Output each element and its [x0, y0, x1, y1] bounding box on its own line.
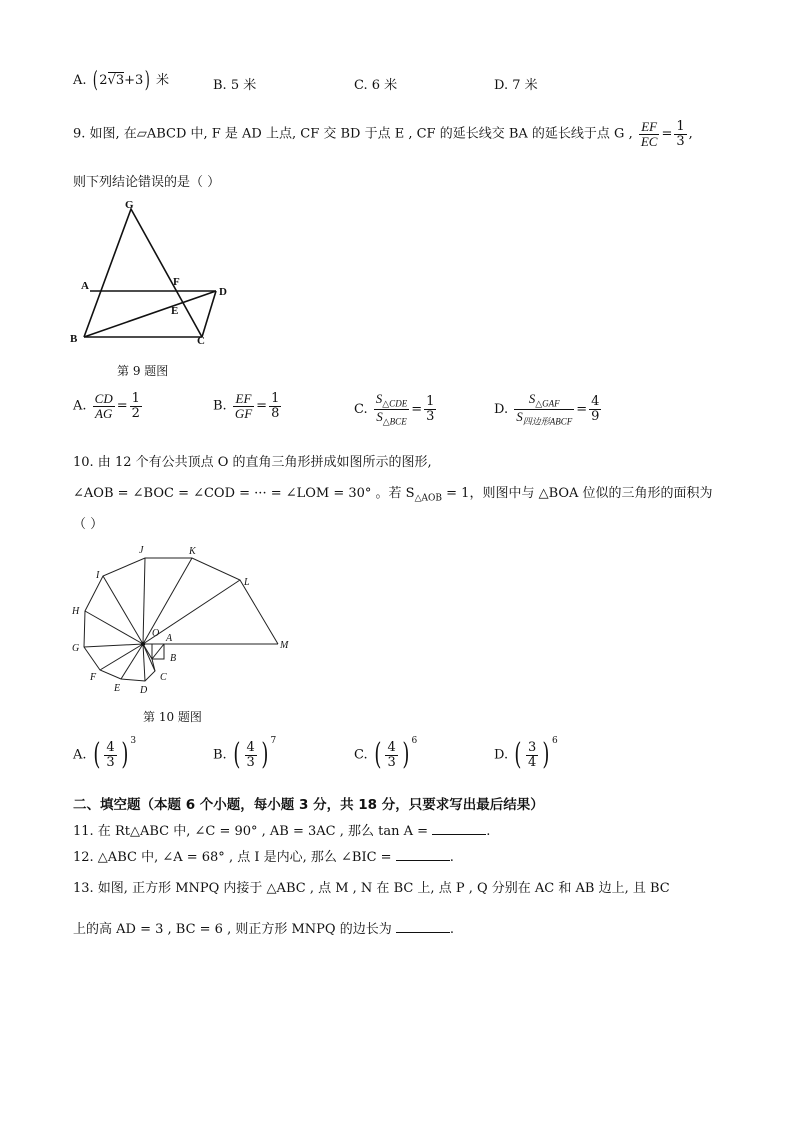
denominator: 9 — [591, 409, 600, 425]
label-j: J — [139, 545, 144, 556]
denominator: 2 — [131, 405, 140, 421]
q12-text: 12. △ABC 中, ∠A = 68° , 点 I 是内心, 那么 ∠BIC = — [73, 850, 392, 865]
exponent: 6 — [411, 736, 418, 746]
denominator: 3 — [246, 754, 255, 770]
q9-stem-line1 — [73, 120, 693, 148]
sqrt: √3 — [107, 73, 125, 88]
q8-option-d: D. 7 米 — [494, 78, 538, 93]
q10-stem-line2 — [73, 482, 713, 504]
numerator: 1 — [131, 391, 140, 406]
q10-option-d: D. ( $\frac{3}{4}$ ) 6 — [494, 736, 558, 772]
label-o: O — [152, 628, 160, 639]
s-symbol: S — [375, 391, 383, 406]
q10-option-b: B. ( $\frac{4}{3}$ ) 7 — [213, 736, 277, 772]
label-e: E — [114, 683, 121, 694]
point-o — [141, 642, 145, 646]
label-f: F — [173, 276, 180, 288]
spoke-oi — [103, 576, 143, 644]
label-b: B — [70, 333, 78, 345]
period: . — [449, 922, 454, 937]
period: . — [486, 824, 491, 839]
q13-line2 — [73, 918, 454, 937]
spoke-og — [84, 644, 143, 647]
option-letter: A. — [73, 747, 87, 763]
q9-option-c: C. $\frac{S_{\triangle CDE}}{S_{\triangle BCE}}$ = $\frac{1}{3}$ — [354, 391, 435, 427]
option-letter: D. — [494, 747, 509, 763]
text: 9. 如图, 在 — [73, 126, 137, 142]
period: . — [449, 850, 454, 865]
q12-answer-blank[interactable] — [396, 848, 450, 861]
option-letter: A. — [73, 73, 87, 88]
option-letter: A. — [73, 398, 87, 414]
numerator: 4 — [106, 739, 115, 755]
label-b: B — [170, 653, 177, 664]
label-d: D — [219, 286, 227, 298]
q10-option-a: A. ( $\frac{4}{3}$ ) 3 — [73, 736, 137, 772]
label-g: G — [125, 199, 134, 211]
q8-option-a: A. ( 2√3+3) 米 — [73, 67, 170, 93]
q9-stem-line2: 则下列结论错误的是（ ） — [73, 175, 221, 190]
denominator: EC — [640, 133, 658, 149]
label-h: H — [72, 606, 80, 617]
subscript: △CDE — [382, 398, 408, 409]
numerator: 1 — [676, 119, 685, 134]
q11-answer-blank[interactable] — [432, 822, 486, 835]
denominator: AG — [95, 405, 113, 421]
expr-part: 2 — [99, 73, 108, 88]
q10-stem-line1: 10. 由 12 个有公共顶点 O 的直角三角形拼成如图所示的图形, — [73, 455, 432, 470]
subscript: △BCE — [382, 416, 407, 427]
numerator: CD — [94, 391, 113, 406]
spoke-oh — [85, 611, 143, 644]
label-i: I — [96, 570, 100, 581]
numerator: 3 — [527, 739, 537, 755]
exponent: 6 — [551, 736, 558, 746]
spoke-ok — [143, 558, 192, 644]
option-letter: C. — [354, 402, 368, 418]
label-m: M — [280, 640, 289, 651]
q13-answer-blank[interactable] — [396, 920, 450, 933]
label-c: C — [160, 672, 167, 683]
numerator: EF — [233, 392, 254, 407]
denominator: 8 — [271, 405, 280, 421]
option-letter: D. — [494, 402, 509, 418]
q9-option-a: A. $\frac{CD}{AG}$ = $\frac{1}{2}$ — [73, 391, 140, 421]
label-g: G — [72, 643, 80, 654]
spoke-oj — [143, 558, 145, 644]
denominator: 3 — [106, 754, 115, 770]
q13-text: 上的高 AD = 3 , BC = 6 , 则正方形 MNPQ 的边长为 — [73, 922, 392, 937]
numerator: 4 — [591, 394, 600, 410]
spoke-oe — [121, 644, 143, 679]
option-letter: B. — [213, 747, 227, 763]
q9-figure — [66, 195, 236, 350]
numerator: 4 — [246, 739, 255, 755]
sqrt-value: 3 — [115, 73, 125, 88]
fraction-value — [674, 120, 686, 148]
label-k: K — [189, 546, 196, 557]
triangle-gbc — [84, 209, 202, 337]
denominator: 3 — [426, 409, 435, 425]
text: = 1，则图中与 △BOA 位似的三角形的面积为 — [442, 486, 713, 501]
exponent: 3 — [130, 736, 137, 746]
numerator: 4 — [387, 739, 396, 755]
q10-stem-line3: （ ） — [73, 517, 104, 532]
exponent: 7 — [270, 736, 277, 746]
section-2-title: 二、填空题（本题 6 个小题，每小题 3 分，共 18 分，只要求写出最后结果） — [73, 797, 544, 813]
label-e: E — [171, 305, 179, 317]
label-d: D — [140, 685, 148, 696]
s-symbol: S — [516, 409, 523, 425]
denominator: 4 — [527, 754, 537, 770]
line-dc — [202, 291, 216, 337]
denominator: 3 — [676, 133, 685, 149]
label-a: A — [81, 280, 89, 292]
q13-line1: 13. 如图, 正方形 MNPQ 内接于 △ABC , 点 M , N 在 BC 上, 点 P , Q 分别在 AC 和 AB 边上, 且 BC — [73, 881, 670, 896]
equals: = — [661, 126, 673, 142]
denominator: 3 — [387, 754, 396, 770]
numerator: EF — [639, 120, 660, 135]
q9-option-d: D. $\frac{S_{\triangle GAF}}{S_{四边形ABCF}}$ = $\frac{4}{9}$ — [494, 391, 600, 427]
q12 — [73, 846, 454, 865]
q10-caption: 第 10 题图 — [143, 710, 202, 724]
q10-figure — [66, 538, 298, 698]
label-a: A — [166, 633, 173, 644]
subscript: 四边形ABCF — [522, 416, 573, 427]
q8-option-b: B. 5 米 — [213, 78, 257, 93]
s-symbol: S — [376, 409, 383, 425]
q11 — [73, 820, 490, 839]
q9-option-b: B. $\frac{EF}{GF}$ = $\frac{1}{8}$ — [213, 391, 280, 421]
label-c: C — [197, 335, 205, 347]
option-letter: C. — [354, 747, 368, 763]
parallelogram-symbol: ▱ — [136, 126, 147, 142]
q11-text: 11. 在 Rt△ABC 中, ∠C = 90° , AB = 3AC , 那么 tan A = — [73, 824, 429, 839]
q9-caption: 第 9 题图 — [117, 364, 169, 378]
option-letter: B. — [213, 398, 227, 414]
s-symbol: S — [528, 391, 536, 406]
expr-part: +3 — [124, 73, 144, 88]
q8-option-c: C. 6 米 — [354, 78, 398, 93]
spoke-of — [100, 644, 143, 670]
subscript: △GAF — [535, 398, 560, 409]
numerator: 1 — [426, 394, 435, 410]
q10-option-c: C. ( $\frac{4}{3}$ ) 6 — [354, 736, 418, 772]
label-l: L — [244, 577, 250, 588]
spoke-od — [143, 644, 145, 681]
numerator: 1 — [271, 391, 280, 406]
unit: 米 — [156, 73, 170, 88]
text: ∠AOB = ∠BOC = ∠COD = ··· = ∠LOM = 30° 。若 S — [73, 486, 415, 501]
text: , — [688, 126, 693, 142]
denominator: GF — [234, 405, 253, 421]
label-f: F — [90, 672, 97, 683]
line-bd — [84, 291, 216, 337]
fraction-ef-ec — [639, 120, 660, 148]
subscript: △AOB — [414, 493, 443, 504]
text: ABCD 中, F 是 AD 上点, CF 交 BD 于点 E , CF 的延长线交 BA 的延长线于点 G , — [146, 126, 633, 142]
